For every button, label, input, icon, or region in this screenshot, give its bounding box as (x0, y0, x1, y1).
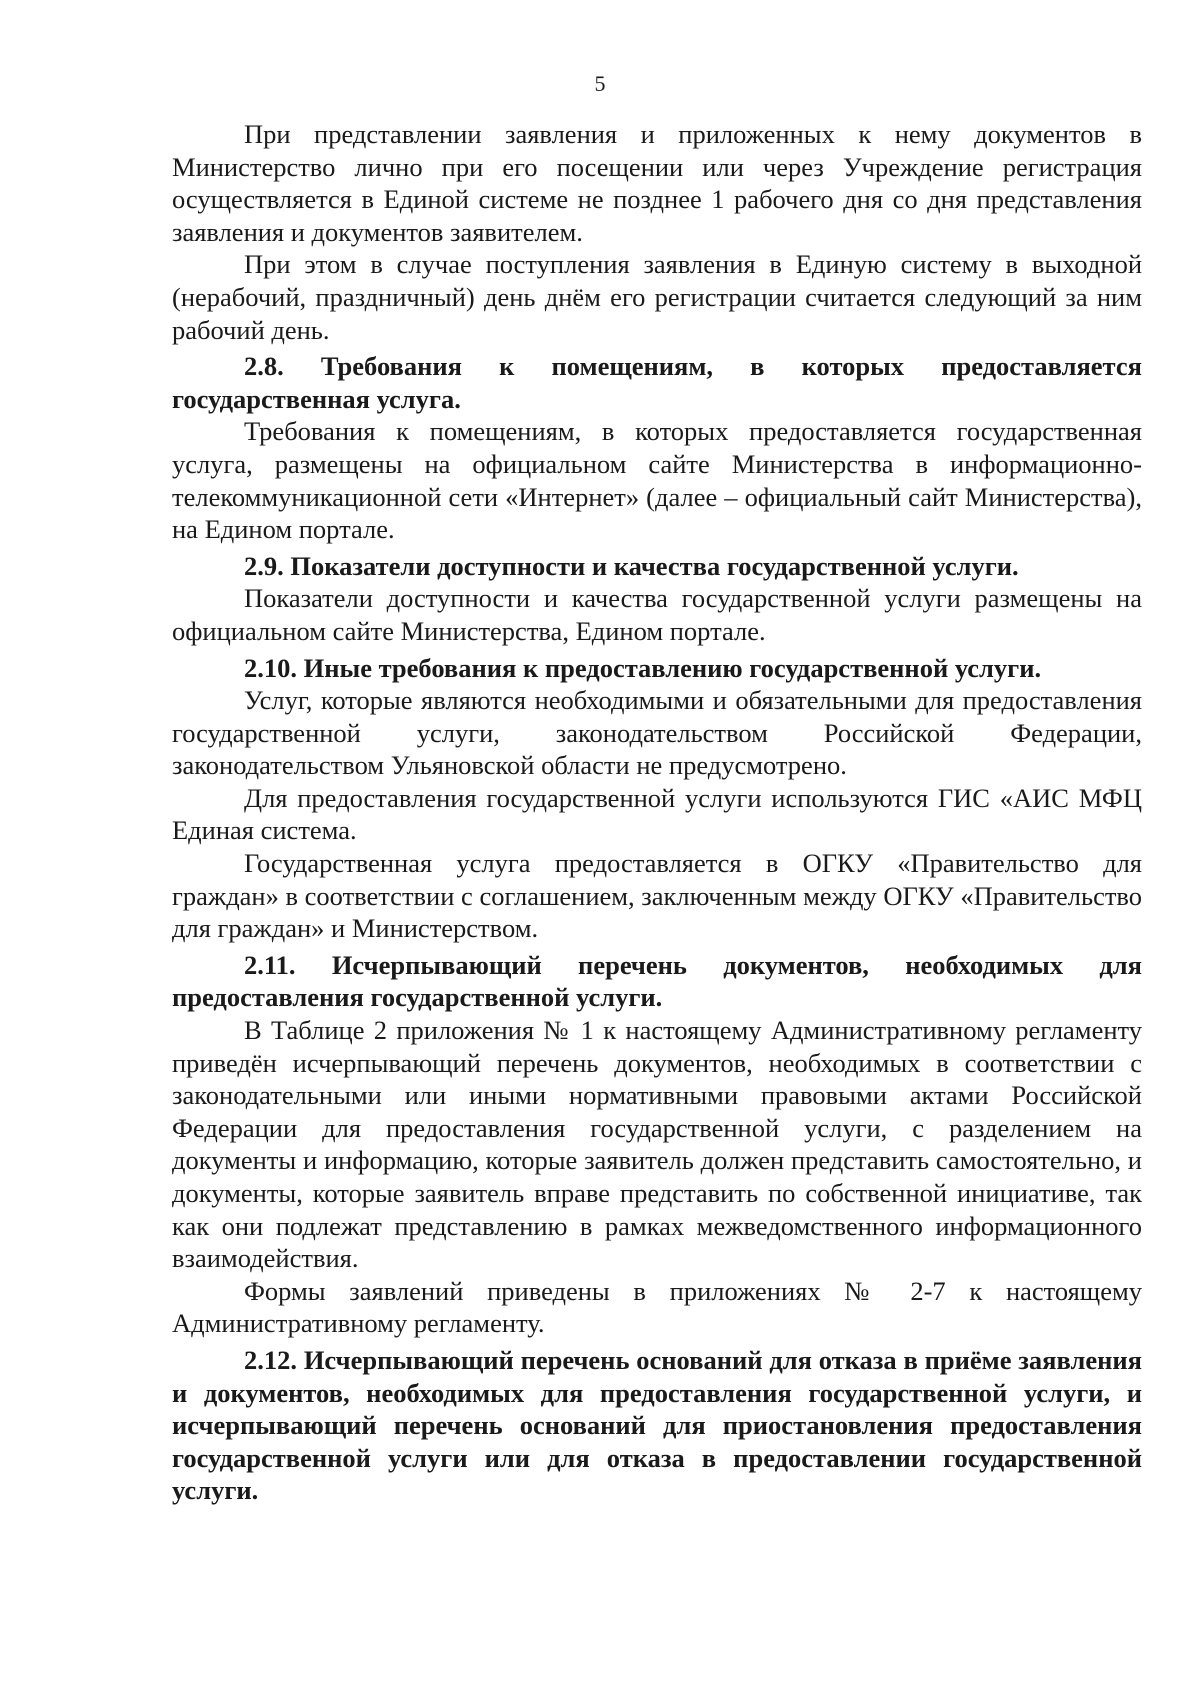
paragraph-accessibility-indicators: Показатели доступности и качества государственной услуги размещены на официальном сайте Министерства, Едином портале. (172, 583, 1142, 646)
paragraph-gis-usage: Для предоставления государственной услуги используются ГИС «АИС МФЦ Единая система. (172, 782, 1142, 846)
paragraph-premises-requirements: Требования к помещениям, в которых предоставляется государственная услуга, размещены на официальном сайте Министерства в информационно-телекоммуникационной сети «Интернет» (далее – официальный сайт Министерства), на Едином портале. (172, 416, 1142, 545)
paragraph-documents-list: В Таблице 2 приложения № 1 к настоящему Административному регламенту приведён исчерпывающий перечень документов, необходимых в соответствии с законодательными или иными нормативными правовыми актами Российской Федерации для предоставления государственной услуги, с разделением на документы и информацию, которые заявитель должен представить самостоятельно, и документы, которые заявитель вправе представить по собственной инициативе, так как они подлежат представлению в рамках межведомственного информационного взаимодействия. (172, 1015, 1142, 1274)
paragraph-mandatory-services: Услуг, которые являются необходимыми и обязательными для предоставления государственной услуги, законодательством Российской Федерации, законодательством Ульяновской области не предусмотрено. (172, 685, 1142, 781)
section-heading-2-12: 2.12. Исчерпывающий перечень оснований для отказа в приёме заявления и документов, необходимых для предоставления государственной услуги, и исчерпывающий перечень оснований для приостановления предоставления государственной услуги или для отказа в предоставлении государственной услуги. (172, 1344, 1142, 1506)
page-number: 5 (594, 71, 606, 96)
paragraph-ogku-provision: Государственная услуга предоставляется в ОГКУ «Правительство для граждан» в соответствии с соглашением, заключенным между ОГКУ «Правительство для граждан» и Министерством. (172, 848, 1142, 944)
paragraph-registration-holiday: При этом в случае поступления заявления в Единую систему в выходной (нерабочий, праздничный) день днём его регистрации считается следующий за ним рабочий день. (172, 249, 1142, 345)
paragraph-registration-in-person: При представлении заявления и приложенных к нему документов в Министерство лично при его посещении или через Учреждение регистрация осуществляется в Единой системе не позднее 1 рабочего дня со дня представления заявления и документов заявителем. (172, 119, 1142, 247)
section-heading-2-9: 2.9. Показатели доступности и качества государственной услуги. (244, 550, 1019, 581)
section-heading-2-8: 2.8. Требования к помещениям, в которых предоставляется государственная услуга. (172, 351, 1142, 414)
section-heading-2-10: 2.10. Иные требования к предоставлению государственной услуги. (244, 652, 1042, 683)
section-heading-2-11: 2.11. Исчерпывающий перечень документов, необходимых для предоставления государственной услуги. (172, 949, 1142, 1013)
paragraph-application-forms: Формы заявлений приведены в приложениях № 2-7 к настоящему Административному регламенту. (172, 1275, 1142, 1339)
document-body (172, 118, 1142, 1507)
